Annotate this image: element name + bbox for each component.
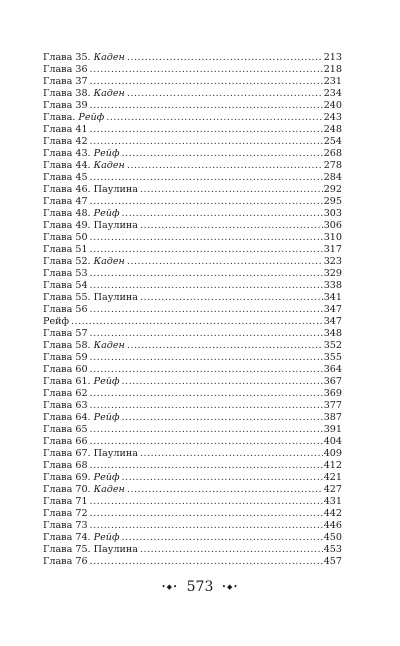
- toc-entry-page: 421: [323, 472, 342, 483]
- toc-entry-title: [43, 232, 88, 244]
- toc-entry-title: [43, 340, 125, 352]
- toc-entry: [43, 448, 342, 460]
- toc-entry-page: 303: [323, 208, 342, 219]
- dot-leader: [127, 88, 323, 100]
- toc-entry: [43, 232, 342, 244]
- toc-entry-title: [43, 472, 119, 484]
- toc-entry: [43, 112, 342, 124]
- dot-leader: [90, 304, 323, 316]
- toc-entry-page: 391: [323, 424, 342, 435]
- toc-entry-page: 292: [323, 184, 342, 195]
- toc-entry-title: [43, 412, 119, 424]
- toc-entry-label: Глава 42: [43, 136, 88, 147]
- toc-entry: [43, 52, 342, 64]
- toc-entry: [43, 124, 342, 136]
- toc-entry-title: [43, 244, 88, 256]
- toc-entry-label: Глава 50: [43, 232, 88, 243]
- toc-entry-page: 367: [323, 376, 342, 387]
- toc-entry-character: Рейф: [93, 376, 120, 387]
- toc-entry: [43, 388, 342, 400]
- toc-entry-character: Каден: [93, 256, 125, 267]
- toc-entry-label: Глава 55. Паулина: [43, 292, 138, 303]
- dot-leader: [90, 496, 323, 508]
- toc-entry-page: 341: [323, 292, 342, 303]
- dot-leader: [90, 424, 323, 436]
- toc-entry-title: [43, 424, 88, 436]
- dot-leader: [140, 544, 323, 556]
- dot-leader: [121, 208, 322, 220]
- dot-leader: [140, 292, 323, 304]
- toc-entry-label: Глава 67. Паулина: [43, 448, 138, 459]
- toc-entry-title: [43, 196, 88, 208]
- dot-leader: [90, 400, 323, 412]
- toc-entry-page: 364: [323, 364, 342, 375]
- dot-leader: [90, 172, 323, 184]
- toc-entry-title: [43, 172, 88, 184]
- toc-entry-page: 347: [323, 304, 342, 315]
- toc-entry: [43, 88, 342, 100]
- toc-entry-label: Глава 44.: [43, 160, 94, 171]
- toc-entry-character: Рейф: [93, 472, 120, 483]
- ornament-right-icon: •◆•: [221, 583, 239, 591]
- toc-entry-page: 369: [323, 388, 342, 399]
- toc-entry-page: 355: [323, 352, 342, 363]
- dot-leader: [90, 364, 323, 376]
- toc-entry: [43, 412, 342, 424]
- toc-entry: [43, 460, 342, 472]
- toc-entry-label: Глава 51: [43, 244, 88, 255]
- toc-entry-label: Глава 74.: [43, 532, 94, 543]
- toc-entry-label: Глава 73: [43, 520, 88, 531]
- toc-entry: [43, 520, 342, 532]
- toc-entry-title: [43, 280, 88, 292]
- toc-entry: [43, 172, 342, 184]
- toc-entry-character: Каден: [93, 160, 125, 171]
- toc-entry-page: 323: [323, 256, 342, 267]
- toc-entry-page: 329: [323, 268, 342, 279]
- dot-leader: [90, 388, 323, 400]
- toc-entry-title: [43, 400, 88, 412]
- toc-entry: [43, 340, 342, 352]
- toc-entry: [43, 436, 342, 448]
- dot-leader: [121, 532, 322, 544]
- toc-entry-label: Глава 64.: [43, 412, 94, 423]
- toc-entry-label: Глава 45: [43, 172, 88, 183]
- toc-entry: [43, 304, 342, 316]
- toc-entry-page: 377: [323, 400, 342, 411]
- toc-entry-title: [43, 76, 88, 88]
- dot-leader: [90, 232, 323, 244]
- toc-entry-title: [43, 124, 88, 136]
- dot-leader: [90, 136, 323, 148]
- toc-entry-label: Глава 69.: [43, 472, 94, 483]
- toc-entry-title: [43, 112, 104, 124]
- toc-entry-title: [43, 88, 125, 100]
- toc-entry-page: 240: [323, 100, 342, 111]
- dot-leader: [90, 328, 323, 340]
- toc-entry: [43, 424, 342, 436]
- toc-entry-character: Рейф: [78, 112, 105, 123]
- toc-entry-label: Глава 59: [43, 352, 88, 363]
- dot-leader: [90, 520, 323, 532]
- toc-entry-title: [43, 268, 88, 280]
- toc-entry-label: Глава 52.: [43, 256, 94, 267]
- toc-entry-title: [43, 292, 138, 304]
- toc-entry-title: [43, 388, 88, 400]
- dot-leader: [127, 160, 323, 172]
- toc-entry-label: Глава 75. Паулина: [43, 544, 138, 555]
- toc-entry-character: Каден: [93, 484, 125, 495]
- toc-entry-page: 348: [323, 328, 342, 339]
- toc-entry-page: 284: [323, 172, 342, 183]
- dot-leader: [127, 256, 323, 268]
- toc-entry: [43, 64, 342, 76]
- toc-entry: [43, 76, 342, 88]
- toc-entry-page: 427: [323, 484, 342, 495]
- dot-leader: [121, 376, 322, 388]
- toc-entry-page: 387: [323, 412, 342, 423]
- toc-entry-page: 243: [323, 112, 342, 123]
- toc-entry-page: 295: [323, 196, 342, 207]
- toc-entry-title: [43, 148, 119, 160]
- ornament-left-icon: •◆•: [161, 583, 179, 591]
- toc-entry: [43, 352, 342, 364]
- toc-entry-label: Глава 76: [43, 556, 88, 567]
- toc-entry: [43, 256, 342, 268]
- toc-entry-title: [43, 220, 138, 232]
- toc-entry-label: Глава.: [43, 112, 79, 123]
- page-footer: [0, 578, 400, 596]
- toc-entry-title: [43, 556, 88, 568]
- toc-entry: [43, 268, 342, 280]
- dot-leader: [90, 352, 323, 364]
- toc-entry: [43, 496, 342, 508]
- toc-entry-title: [43, 436, 88, 448]
- toc-entry-title: [43, 100, 88, 112]
- toc-entry-label: Глава 57: [43, 328, 88, 339]
- toc-entry-label: Глава 43.: [43, 148, 94, 159]
- dot-leader: [90, 196, 323, 208]
- toc-entry: [43, 196, 342, 208]
- dot-leader: [90, 460, 323, 472]
- toc-entry-page: 352: [323, 340, 342, 351]
- toc-entry-label: Глава 38.: [43, 88, 94, 99]
- dot-leader: [127, 52, 323, 64]
- dot-leader: [140, 184, 323, 196]
- toc-entry: [43, 532, 342, 544]
- dot-leader: [90, 436, 323, 448]
- toc-entry: [43, 400, 342, 412]
- dot-leader: [90, 280, 323, 292]
- toc-entry: [43, 472, 342, 484]
- toc-entry-character: Рейф: [93, 532, 120, 543]
- toc-entry-page: 218: [323, 64, 342, 75]
- toc-entry-label: Глава 71: [43, 496, 88, 507]
- toc-entry: [43, 544, 342, 556]
- toc-entry-label: Глава 41: [43, 124, 88, 135]
- dot-leader: [121, 412, 322, 424]
- toc-entry: [43, 292, 342, 304]
- dot-leader: [121, 472, 322, 484]
- toc-entry: [43, 364, 342, 376]
- toc-entry-label: Глава 72: [43, 508, 88, 519]
- toc-entry-title: [43, 544, 138, 556]
- toc-entry-label: Глава 49. Паулина: [43, 220, 138, 231]
- toc-entry-character: Каден: [93, 340, 125, 351]
- dot-leader: [90, 124, 323, 136]
- dot-leader: [90, 508, 323, 520]
- toc-entry: [43, 280, 342, 292]
- toc-entry-character: Рейф: [93, 148, 120, 159]
- table-of-contents: [43, 52, 342, 568]
- toc-entry-page: 450: [323, 532, 342, 543]
- toc-entry-label: Глава 46. Паулина: [43, 184, 138, 195]
- toc-entry-page: 409: [323, 448, 342, 459]
- dot-leader: [71, 316, 323, 328]
- toc-entry-title: [43, 328, 88, 340]
- toc-entry-label: Глава 53: [43, 268, 88, 279]
- toc-entry-page: 248: [323, 124, 342, 135]
- toc-entry: [43, 244, 342, 256]
- toc-entry-title: [43, 304, 88, 316]
- toc-entry-title: [43, 532, 119, 544]
- toc-entry-title: [43, 508, 88, 520]
- toc-entry-label: Глава 66: [43, 436, 88, 447]
- toc-entry-title: [43, 316, 69, 328]
- toc-entry: [43, 160, 342, 172]
- dot-leader: [140, 220, 323, 232]
- toc-entry-title: [43, 352, 88, 364]
- toc-entry-label: Глава 70.: [43, 484, 94, 495]
- page-number: 573: [186, 579, 214, 595]
- toc-entry-title: [43, 496, 88, 508]
- toc-entry-page: 457: [323, 556, 342, 567]
- dot-leader: [90, 268, 323, 280]
- toc-entry-label: Глава 68: [43, 460, 88, 471]
- toc-entry-page: 442: [323, 508, 342, 519]
- toc-entry: [43, 316, 342, 328]
- toc-entry-title: [43, 520, 88, 532]
- toc-entry-character: Рейф: [93, 412, 120, 423]
- toc-entry: [43, 508, 342, 520]
- toc-entry: [43, 376, 342, 388]
- toc-entry-title: [43, 184, 138, 196]
- toc-entry-page: 310: [323, 232, 342, 243]
- toc-entry-label: Глава 37: [43, 76, 88, 87]
- toc-entry: [43, 484, 342, 496]
- toc-entry-title: [43, 64, 88, 76]
- toc-entry-label: Глава 39: [43, 100, 88, 111]
- toc-entry-page: 278: [323, 160, 342, 171]
- dot-leader: [127, 340, 323, 352]
- toc-entry-page: 404: [323, 436, 342, 447]
- toc-entry-title: [43, 460, 88, 472]
- toc-entry: [43, 220, 342, 232]
- toc-entry-title: [43, 160, 125, 172]
- toc-entry-page: 446: [323, 520, 342, 531]
- toc-entry-label: Глава 35.: [43, 52, 94, 63]
- toc-entry-character: Рейф: [93, 208, 120, 219]
- toc-entry-label: Глава 60: [43, 364, 88, 375]
- toc-entry-title: [43, 448, 138, 460]
- toc-entry-page: 231: [323, 76, 342, 87]
- toc-entry: [43, 136, 342, 148]
- toc-entry-label: Глава 47: [43, 196, 88, 207]
- toc-entry-label: Глава 48.: [43, 208, 94, 219]
- toc-entry-title: [43, 52, 125, 64]
- toc-entry-label: Глава 63: [43, 400, 88, 411]
- toc-entry-page: 347: [323, 316, 342, 327]
- toc-entry-page: 234: [323, 88, 342, 99]
- toc-entry-character: Каден: [93, 88, 125, 99]
- toc-entry-page: 453: [323, 544, 342, 555]
- toc-entry-page: 412: [323, 460, 342, 471]
- toc-entry-label: Глава 61.: [43, 376, 94, 387]
- toc-entry-label: Глава 58.: [43, 340, 94, 351]
- dot-leader: [90, 64, 323, 76]
- toc-entry: [43, 328, 342, 340]
- toc-entry-page: 338: [323, 280, 342, 291]
- toc-entry: [43, 556, 342, 568]
- toc-entry: [43, 100, 342, 112]
- toc-entry: [43, 184, 342, 196]
- toc-entry-title: [43, 208, 119, 220]
- toc-entry-label: Глава 62: [43, 388, 88, 399]
- toc-entry-page: 431: [323, 496, 342, 507]
- dot-leader: [140, 448, 323, 460]
- dot-leader: [90, 244, 323, 256]
- dot-leader: [127, 484, 323, 496]
- dot-leader: [106, 112, 322, 124]
- toc-entry-page: 268: [323, 148, 342, 159]
- dot-leader: [90, 76, 323, 88]
- toc-entry: [43, 148, 342, 160]
- toc-entry-page: 306: [323, 220, 342, 231]
- toc-entry-label: Глава 56: [43, 304, 88, 315]
- toc-entry-page: 254: [323, 136, 342, 147]
- toc-entry-label: Рейф: [43, 316, 70, 327]
- toc-entry: [43, 208, 342, 220]
- toc-entry-title: [43, 484, 125, 496]
- toc-entry-page: 213: [323, 52, 342, 63]
- toc-entry-title: [43, 376, 119, 388]
- toc-entry-page: 317: [323, 244, 342, 255]
- toc-entry-title: [43, 256, 125, 268]
- toc-entry-label: Глава 65: [43, 424, 88, 435]
- toc-entry-label: Глава 36: [43, 64, 88, 75]
- toc-entry-title: [43, 136, 88, 148]
- toc-entry-character: Каден: [93, 52, 125, 63]
- dot-leader: [90, 100, 323, 112]
- dot-leader: [121, 148, 322, 160]
- toc-entry-title: [43, 364, 88, 376]
- toc-entry-label: Глава 54: [43, 280, 88, 291]
- dot-leader: [90, 556, 323, 568]
